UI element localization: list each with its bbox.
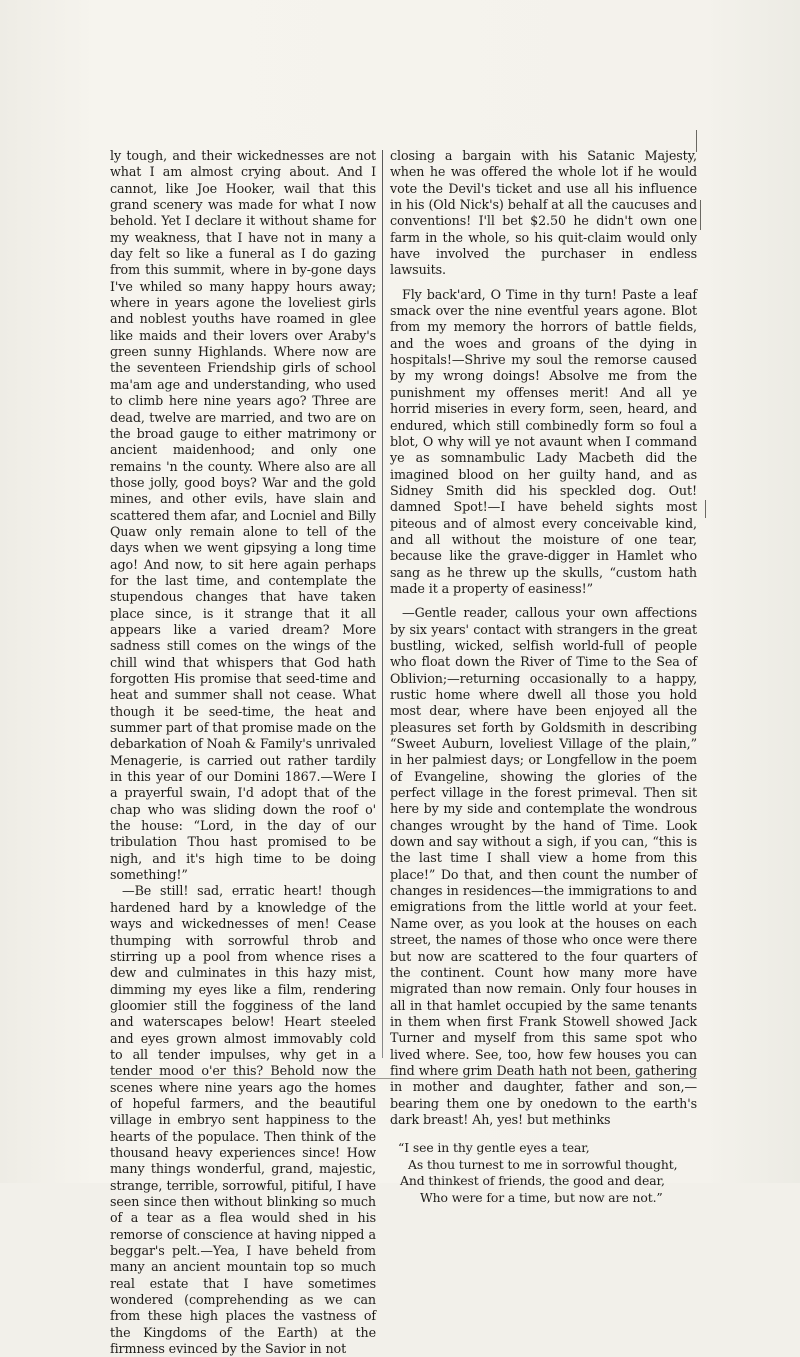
frame-mark (705, 500, 706, 518)
body-paragraph: Fly back'ard, O Time in thy turn! Paste a leaf smack over the nine eventful years agone. Blot from my memory the horrors of battle fields, and the woes and groans of the dying in hospitals!—Shrive my soul the remorse caused by my wrong doings! Absolve me from the punishment my offenses merit! And all ye horrid miseries in every form, seen, heard, and endured, which still combinedly form so foul a blot, O why will ye not avaunt when I command ye as somnambulic Lady Macbeth did the imagined blood on her guilty hand, and as Sidney Smith did his speckled dog. Out! damned Spot!—I have beheld sights most piteous and of almost every conceivable kind, and all without the moisture of one tear, because like the grave-digger in Hamlet who sang as he threw up the skulls, “custom hath made it a property of easiness!” (390, 286, 697, 596)
left-column (110, 148, 376, 1357)
body-paragraph: closing a bargain with his Satanic Majesty, when he was offered the whole lot if he would vote the Devil's ticket and use all his influence in his (Old Nick's) behalf at all the caucuses and conventions! I'll bet $2.50 he didn't own one farm in the whole, so his quit-claim would only have involved the purchaser in endless lawsuits. (390, 148, 697, 278)
bottom-rule (110, 1078, 697, 1079)
body-paragraph: —Gentle reader, callous your own affections by six years' contact with strangers in the great bustling, wicked, selfish world-full of people who float down the River of Time to the Sea of Oblivion;—returning occasionally to a happy, rustic home where dwell all those you hold most dear, where have been enjoyed all the pleasures set forth by Goldsmith in describing “Sweet Auburn, loveliest Village of the plain,” in her palmiest days; or Longfellow in the poem of Evangeline, showing the glories of the perfect village in the forest primeval. Then sit here by my side and contemplate the wondrous changes wrought by the hand of Time. Look down and say without a sigh, if you can, “this is the last time I shall view a home from this place!” Do that, and then count the number of changes in residences—the immigrations to and emigrations from the little world at your feet. Name over, as you look at the houses on each street, the names of those who once were there but now are scattered to the four quarters of the continent. Count how many more have migrated than now remain. Only four houses in all in that hamlet occupied by the same tenants in them when first Frank Stowell showed Jack Turner and myself from this same spot who lived where. See, too, how few houses you can find where grim Death hath not been, gathering in mother and daughter, father and son,—bearing them one by onedown to the earth's dark breast! Ah, yes! but methinks (390, 605, 697, 1127)
poem-line: And thinkest of friends, the good and dear, (400, 1173, 665, 1189)
poem-line: As thou turnest to me in sorrowful thought, (408, 1156, 678, 1172)
body-paragraph: —Be still! sad, erratic heart! though hardened hard by a knowledge of the ways and wickednesses of men! Cease thumping with sorrowful throb and stirring up a pool from whence rises a dew and culminates in this hazy mist, dimming my eyes like a film, rendering gloomier still the fogginess of the land and waterscapes below! Heart steeled and eyes grown almost immovably cold to all tender impulses, why get in a tender mood o'er this? Behold now the scenes where nine years ago the homes of hopeful farmers, and the beautiful village in embryo sent happiness to the hearts of the populace. Then think of the thousand heavy experiences since! How many things wonderful, grand, majestic, strange, terrible, sorrowful, pitiful, I have seen since then without blinking so much of a tear as a flea would shed in his remorse of conscience at having nipped a beggar's pelt.—Yea, I have beheld from many an ancient mountain top so much real estate that I have sometimes wondered (comprehending as we can from these high places the vastness of the Kingdoms of the Earth) at the firmness evinced by the Savior in not (110, 883, 376, 1357)
frame-mark (700, 200, 701, 230)
column-divider (382, 150, 383, 1058)
poem-quote (390, 1140, 697, 1206)
poem-line: “I see in thy gentle eyes a tear, (398, 1140, 590, 1156)
poem-line: Who were for a time, but now are not.” (420, 1190, 663, 1206)
body-paragraph: ly tough, and their wickednesses are not what I am almost crying about. And I cannot, like Joe Hooker, wail that this grand scenery was made for what I now behold. Yet I declare it without shame for my weakness, that I have not in many a day felt so like a funeral as I do gazing from this summit, where in by-gone days I've whiled so many happy hours away; where in years agone the loveliest girls and noblest youths have roamed in glee like maids and their lovers over Araby's green sunny Highlands. Where now are the seventeen Friendship girls of school ma'am age and understanding, who used to climb here nine years ago? Three are dead, twelve are married, and two are on the broad gauge to either matrimony or ancient maidenhood; and only one remains 'n the county. Where also are all those jolly, good boys? War and the gold mines, and other evils, have slain and scattered them afar, and Locniel and Billy Quaw only remain alone to tell of the days when we went gipsying a long time ago! And now, to sit here again perhaps for the last time, and contemplate the stupendous changes that have taken place since, is it strange that it all appears like a varied dream? More sadness still comes on the wings of the chill wind that whispers that God hath forgotten His promise that seed-time and heat and summer shall not cease. What though it be seed-time, the heat and summer part of that promise made on the debarkation of Noah & Family's unrivaled Menagerie, is carried out rather tardily in this year of our Domini 1867.—Were I a prayerful swain, I'd adopt that of the chap who was sliding down the roof o' the house: “Lord, in the day of our tribulation Thou hast promised to be nigh, and it's high time to be doing something!” (110, 148, 376, 883)
right-column (390, 148, 697, 1207)
